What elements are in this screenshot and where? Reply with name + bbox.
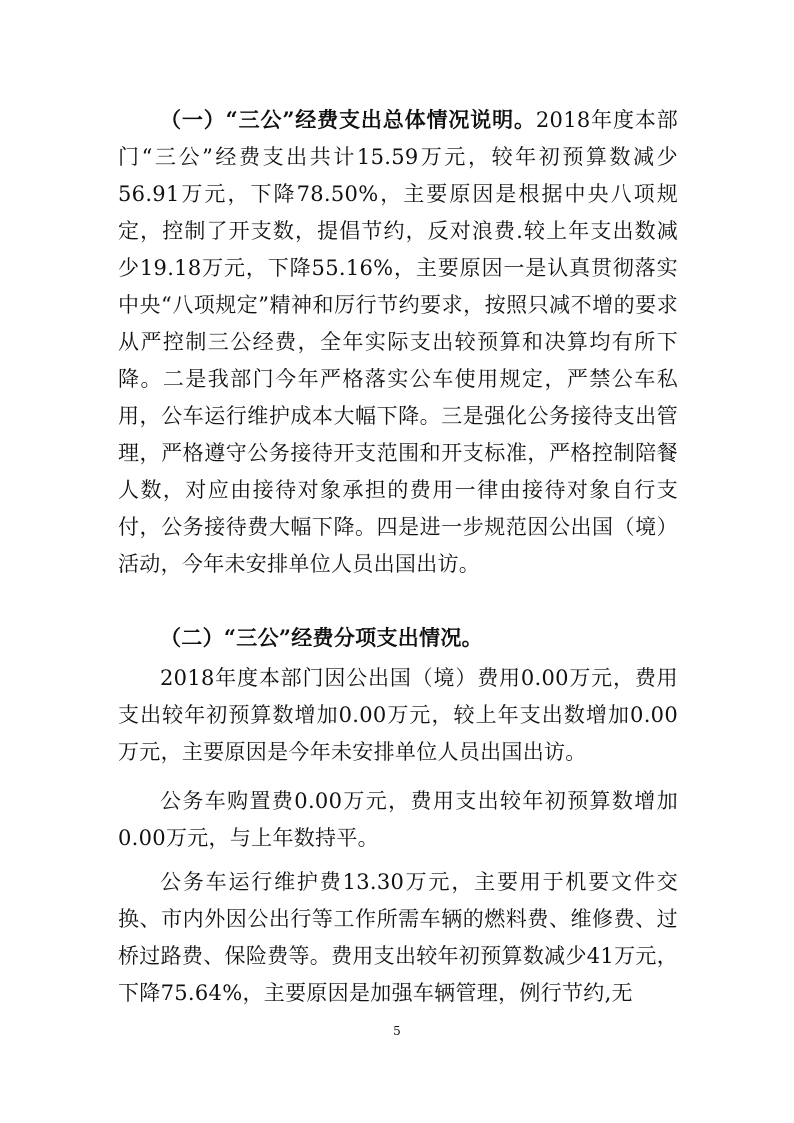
paragraph-body: 2018年度本部门“三公”经费支出共计15.59万元，较年初预算数减少56.91万元，下降78.50%，主要原因是根据中央八项规定，控制了开支数，提倡节约，反对浪费.较上年支出数减少19.18万元，下降55.16%，主要原因一是认真贯彻落实中央“八项规定”精神和厉行节约要求，按照只减不增的要求从严控制三公经费，全年实际支出较预算和决算均有所下降。二是我部门今年严格落实公车使用规定，严禁公车私用，公车运行维护成本大幅下降。三是强化公务接待支出管理，严格遵守公务接待开支范围和开支标准，严格控制陪餐人数，对应由接待对象承担的费用一律由接待对象自行支付，公务接待费大幅下降。四是进一步规范因公出国（境）活动，今年未安排单位人员出国出访。	[118, 108, 679, 576]
paragraph-body: 公务车运行维护费13.30万元，主要用于机要文件交换、市内外因公出行等工作所需车辆的燃料费、维修费、过桥过路费、保险费等。费用支出较年初预算数减少41万元，下降75.64%，主要原因是加强车辆管理，例行节约,无	[118, 870, 678, 1005]
section-heading-itemized: （二）“三公”经费分项支出情况。	[160, 625, 483, 650]
paragraph-vehicle-purchase	[118, 783, 678, 857]
paragraph-itemized-heading	[118, 619, 678, 657]
paragraph-overseas-travel	[118, 660, 678, 771]
paragraph-overview	[118, 101, 678, 583]
paragraph-body: 公务车购置费0.00万元，费用支出较年初预算数增加0.00万元，与上年数持平。	[118, 789, 678, 850]
paragraph-vehicle-operation	[118, 864, 678, 1012]
page-number: 5	[393, 1024, 401, 1038]
section-heading-overview: （一）“三公”经费支出总体情况说明。	[160, 107, 536, 132]
paragraph-body: 2018年度本部门因公出国（境）费用0.00万元，费用支出较年初预算数增加0.00万元，较上年支出数增加0.00万元，主要原因是今年未安排单位人员出国出访。	[118, 666, 678, 764]
